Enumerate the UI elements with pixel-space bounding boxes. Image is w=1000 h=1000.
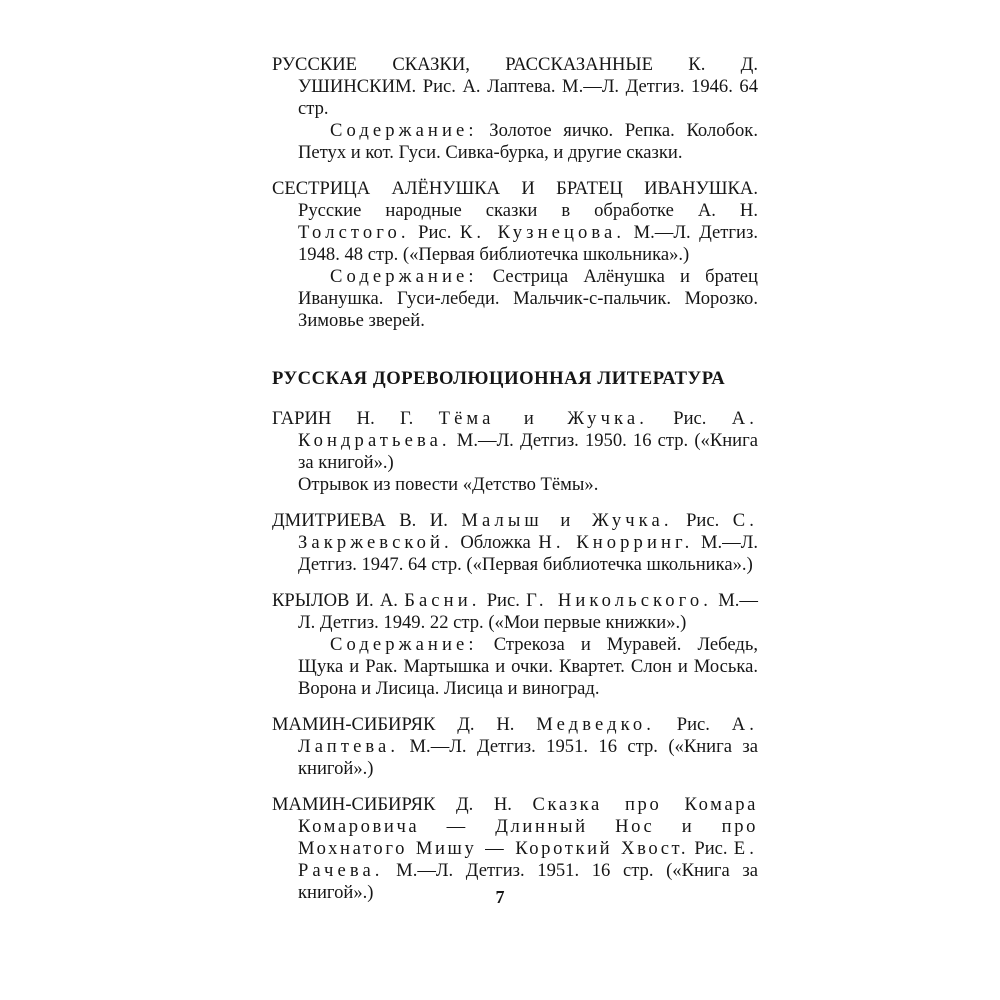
entry-details: М.—Л. Детгиз. 1950. 16 стр. («Книга за книгой».): [298, 430, 758, 473]
entry-contents: [272, 120, 758, 164]
entry-title: СЕСТРИЦА АЛЁНУШКА И БРАТЕЦ ИВАНУШКА.: [272, 178, 758, 199]
entry-illustrator: С. Закржевской.: [298, 510, 758, 553]
entry-details: Рис.: [654, 714, 732, 735]
entry-cover-artist: Н. Кнорринг.: [538, 532, 694, 553]
entry-illustrator: Е. Рачева.: [298, 838, 758, 881]
entry-title: Басни.: [404, 590, 481, 611]
entry-details: Обложка: [452, 532, 539, 553]
entry-details: Русские народные сказки в обработке А. Н.: [298, 200, 758, 221]
entry-details: Рис.: [480, 590, 527, 611]
bibliography-entry: [272, 510, 758, 576]
contents-label: Содержание:: [330, 120, 478, 141]
entry-details: М.—Л. Детгиз. 1949. 22 стр. («Мои первые книжки».): [298, 590, 758, 633]
entry-citation: [272, 714, 758, 780]
entry-title: Медведко.: [536, 714, 655, 735]
bibliography-entry: [272, 590, 758, 700]
entry-illustrator: К. Кузнецова.: [459, 222, 626, 243]
contents-text: Золотое яичко. Репка. Колобок. Петух и кот. Гуси. Сивка-бурка, и другие сказки.: [298, 120, 758, 163]
contents-label: Содержание:: [330, 266, 478, 287]
bibliography-entry: [272, 408, 758, 496]
entry-citation: [272, 510, 758, 576]
section-heading: РУССКАЯ ДОРЕВОЛЮЦИОННАЯ ЛИТЕРАТУРА: [272, 368, 726, 389]
entry-citation: [272, 54, 758, 120]
entry-editor: Толстого.: [298, 222, 410, 243]
entry-details: Рис.: [688, 838, 734, 859]
entry-details: Рис.: [647, 408, 732, 429]
page-column: [272, 54, 758, 904]
entry-illustrator: Г. Никольского.: [526, 590, 713, 611]
entry-details: М.—Л. Детгиз. 1947. 64 стр. («Первая библиотечка школьника».): [298, 532, 758, 575]
entry-contents: [272, 634, 758, 700]
bibliography-entry: [272, 54, 758, 164]
bibliography-entry: [272, 178, 758, 332]
contents-label: Содержание:: [330, 634, 478, 655]
entry-illustrator: А. Кондратьева.: [298, 408, 759, 451]
entry-details: Рис.: [409, 222, 460, 243]
entry-details: М.—Л. Детгиз. 1948. 48 стр. («Первая библиотечка школьника».): [298, 222, 758, 265]
contents-text: Стрекоза и Муравей. Лебедь, Щука и Рак. Мартышка и очки. Квартет. Слон и Моська. Ворона и Лисица. Лисица и виноград.: [298, 634, 758, 699]
entry-author: КРЫЛОВ И. А.: [272, 590, 398, 611]
bibliography-entry: [272, 714, 758, 780]
entry-details: М.—Л. Детгиз. 1951. 16 стр. («Книга за книгой».): [298, 736, 758, 779]
entry-title: Тёма и Жучка.: [438, 408, 648, 429]
entry-citation: [272, 178, 758, 266]
entry-title: Сказка про Комара Комаровича — Длинный Нос и про Мохнатого Мишу — Короткий Хвост.: [298, 794, 758, 859]
entry-title: Малыш и Жучка.: [461, 510, 673, 531]
entry-illustrator: А. Лаптева.: [298, 714, 758, 757]
entry-citation: [272, 408, 758, 474]
entry-contents: [272, 266, 758, 332]
contents-text: Сестрица Алёнушка и братец Иванушка. Гуси-лебеди. Мальчик-с-пальчик. Морозко. Зимовье зверей.: [298, 266, 758, 331]
entry-details: М.—Л. Детгиз. 1951. 16 стр. («Книга за книгой».): [298, 860, 758, 903]
entry-author: ДМИТРИЕВА В. И.: [272, 510, 448, 531]
entry-title: РУССКИЕ СКАЗКИ, РАССКАЗАННЫЕ К. Д. УШИНСКИМ.: [272, 54, 758, 97]
entry-author: ГАРИН Н. Г.: [272, 408, 414, 429]
entry-author: МАМИН-СИБИРЯК Д. Н.: [272, 794, 512, 815]
entry-note: Отрывок из повести «Детство Тёмы».: [298, 474, 599, 495]
entry-details: Рис. А. Лаптева. М.—Л. Детгиз. 1946. 64 стр.: [298, 76, 758, 119]
entry-author: МАМИН-СИБИРЯК Д. Н.: [272, 714, 515, 735]
entry-citation: [272, 590, 758, 634]
entry-details: Рис.: [672, 510, 733, 531]
page-number: 7: [495, 887, 505, 907]
